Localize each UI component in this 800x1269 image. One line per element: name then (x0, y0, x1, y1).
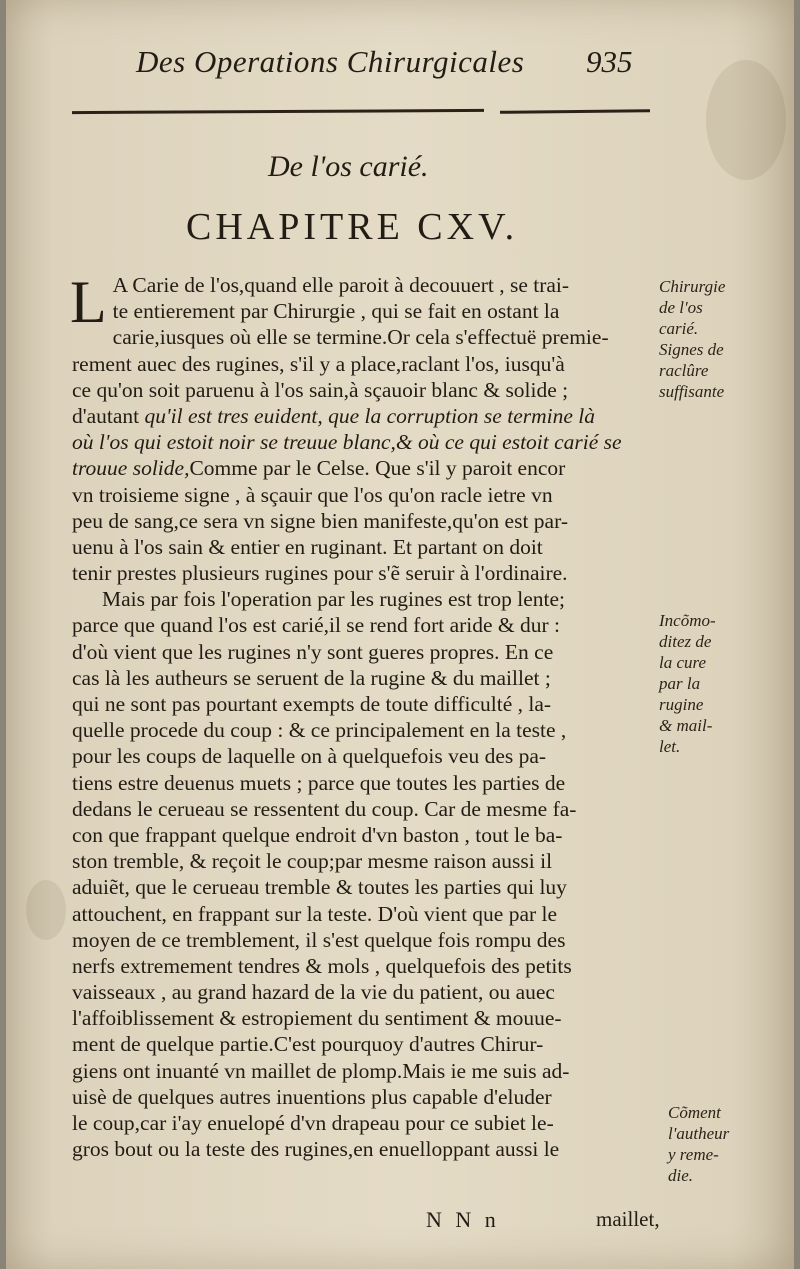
body-text (70, 269, 658, 1162)
running-title: Des Operations Chirurgicales (136, 44, 525, 79)
book-page (6, 0, 794, 1269)
text-line: où l'os qui estoit noir se treuue blanc,& où ce qui estoit carié se (72, 430, 622, 455)
text-line: te entierement par Chirurgie , qui se fait en ostant la (112, 299, 560, 324)
text-line: tenir prestes plusieurs rugines pour s'ẽ seruir à l'ordinaire. (72, 561, 568, 586)
text-line: d'où vient que les rugines n'y sont gueres propres. En ce (72, 639, 554, 664)
text-line: uisè de quelques autres inuentions plus capable d'eluder (72, 1084, 552, 1109)
header-rule (500, 109, 650, 114)
margin-note: Chirurgie de l'os carié. Signes de raclûre suffisante (659, 277, 726, 401)
text-line: dedans le cerueau se ressentent du coup. Car de mesme fa- (72, 796, 577, 821)
text-line: gros bout ou la teste des rugines,en enuelloppant aussi le (72, 1137, 560, 1162)
text-line: qui ne sont pas pourtant exempts de toute difficulté , la- (72, 692, 552, 716)
catchword: maillet, (596, 1207, 660, 1231)
chapter-number: CXV. (417, 206, 519, 248)
text-line: moyen de ce tremblement, il s'est quelque fois rompu des (72, 927, 566, 952)
text-line: trouue solide,Comme par le Celse. Que s'il y paroit encor (72, 456, 566, 481)
text-line: L A Carie de l'os,quand elle paroit à decouuert , se trai- (70, 269, 570, 335)
text-line: vaisseaux , au grand hazard de la vie du patient, ou auec (72, 980, 555, 1005)
text-line: l'affoiblissement & estropiement du sentiment & mouue- (72, 1006, 562, 1031)
text-line: le coup,car i'ay enuelopé d'vn drapeau pour ce subiet le- (72, 1111, 554, 1135)
margin-note: Incõmo- ditez de la cure par la rugine & mail- let. (659, 611, 716, 756)
paper-stain (26, 880, 66, 940)
text-line: carie,iusques où elle se termine.Or cela s'effectuë premie- (112, 325, 609, 350)
page-number: 935 (586, 44, 633, 79)
text-line: ment de quelque partie.C'est pourquoy d'autres Chirur- (72, 1032, 544, 1057)
margin-note: Cõment l'autheur y reme- die. (668, 1103, 730, 1185)
text-line: aduiẽt, que le cerueau tremble & toutes les parties qui luy (72, 875, 567, 900)
text-line: pour les coups de laquelle on à quelquefois veu des pa- (72, 744, 547, 769)
text-line: con que frappant quelque endroit d'vn baston , tout le ba- (72, 822, 563, 847)
text-line: ce qu'on soit paruenu à l'os sain,à sçauoir blanc & solide ; (72, 377, 569, 402)
text-line: parce que quand l'os est carié,il se rend fort aride & dur : (72, 613, 561, 638)
text-line: rement auec des rugines, s'il y a place,raclant l'os, iusqu'à (72, 351, 565, 376)
signature-mark: N N n (426, 1207, 500, 1232)
text-line: ston tremble, & reçoit le coup;par mesme raison aussi il (72, 849, 553, 874)
chapter-word: CHAPITRE (186, 206, 404, 248)
text-line: vn troisieme signe , à sçauir que l'os qu'on racle ietre vn (72, 482, 553, 507)
text-line: peu de sang,ce sera vn signe bien manifeste,qu'on est par- (72, 508, 568, 533)
section-title: De l'os carié. (268, 150, 429, 183)
header-rule (72, 109, 484, 114)
text-line: Mais par fois l'operation par les rugines est trop lente; (102, 587, 566, 612)
text-line: giens ont inuanté vn maillet de plomp.Mais ie me suis ad- (72, 1058, 570, 1083)
text-line: uenu à l'os sain & entier en ruginant. Et partant on doit (72, 534, 543, 559)
text-line: tiens estre deuenus muets ; parce que toutes les parties de (72, 770, 566, 795)
drop-cap: L (70, 269, 107, 335)
text-line: attouchent, en frappant sur la teste. D'où vient que par le (72, 901, 558, 926)
paper-stain (706, 60, 786, 180)
text-line: quelle procede du coup : & ce principalement en la teste , (72, 718, 567, 743)
text-line: nerfs extremement tendres & mols , quelquefois des petits (72, 953, 572, 978)
text-line: d'autant qu'il est tres euident, que la corruption se termine là (72, 403, 595, 428)
chapter-heading (186, 205, 518, 249)
text-line: cas là les autheurs se seruent de la rugine & du maillet ; (72, 665, 551, 690)
